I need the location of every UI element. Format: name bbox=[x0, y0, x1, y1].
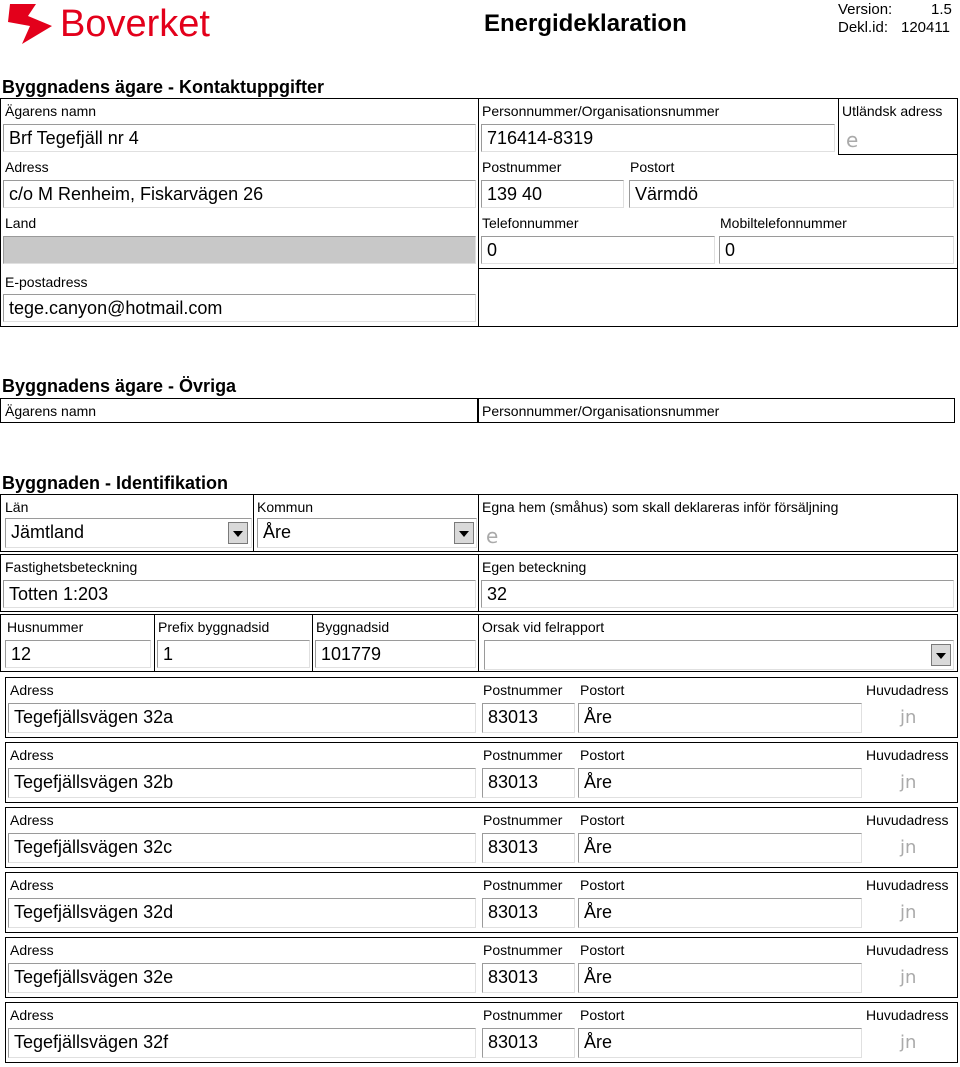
address-row-postort-label: Postort bbox=[580, 1007, 625, 1023]
page-title: Energideklaration bbox=[484, 10, 687, 37]
address-row-postnr-label: Postnummer bbox=[483, 877, 563, 893]
phone-field[interactable]: 0 bbox=[481, 236, 715, 264]
husnr-label: Husnummer bbox=[7, 619, 84, 635]
owner-name-field[interactable]: Brf Tegefjäll nr 4 bbox=[3, 124, 476, 152]
address-row-postnr-label: Postnummer bbox=[483, 682, 563, 698]
kommun-dropdown-arrow-icon[interactable] bbox=[454, 522, 474, 544]
kommun-select[interactable]: Åre bbox=[257, 518, 477, 548]
address-row-postort-field[interactable]: Åre bbox=[578, 963, 862, 993]
address-row-postnr-label: Postnummer bbox=[483, 1007, 563, 1023]
land-label: Land bbox=[5, 215, 37, 231]
owner-other-heading: Byggnadens ägare - Övriga bbox=[2, 376, 237, 396]
divider bbox=[478, 98, 479, 327]
postnr-label: Postnummer bbox=[482, 159, 562, 175]
deklid-value: 120411 bbox=[901, 19, 950, 36]
postort-label: Postort bbox=[630, 159, 675, 175]
address-row-postnr-field[interactable]: 83013 bbox=[482, 898, 575, 928]
phone-label: Telefonnummer bbox=[482, 215, 579, 231]
address-row-postnr-field[interactable]: 83013 bbox=[482, 833, 575, 863]
address-row-postort-field[interactable]: Åre bbox=[578, 703, 862, 733]
address-row-postnr-label: Postnummer bbox=[483, 747, 563, 763]
address-row-postnr-field[interactable]: 83013 bbox=[482, 1028, 575, 1058]
owner-name-label: Ägarens namn bbox=[5, 103, 97, 119]
owner-contact-heading: Byggnadens ägare - Kontaktuppgifter bbox=[2, 77, 325, 97]
postnr-field[interactable]: 139 40 bbox=[481, 180, 624, 208]
main-address-radio-icon[interactable]: jn bbox=[900, 837, 917, 858]
egnahem-checkbox[interactable]: e bbox=[486, 524, 499, 548]
orsak-label: Orsak vid felrapport bbox=[482, 619, 605, 635]
owner-pnr-field[interactable]: 716414-8319 bbox=[481, 124, 835, 152]
address-row-postort-label: Postort bbox=[580, 942, 625, 958]
fastighet-label: Fastighetsbeteckning bbox=[5, 559, 138, 575]
address-row-postnr-label: Postnummer bbox=[483, 942, 563, 958]
address-row-field[interactable]: Tegefjällsvägen 32e bbox=[8, 963, 476, 993]
divider bbox=[838, 154, 958, 155]
prefix-field[interactable]: 1 bbox=[157, 640, 310, 668]
address-row-postort-label: Postort bbox=[580, 812, 625, 828]
address-label: Adress bbox=[5, 159, 49, 175]
main-address-radio-icon[interactable]: jn bbox=[900, 1032, 917, 1053]
orsak-dropdown-arrow-icon[interactable] bbox=[931, 644, 951, 666]
fastighet-field[interactable]: Totten 1:203 bbox=[3, 580, 476, 608]
address-row-field[interactable]: Tegefjällsvägen 32d bbox=[8, 898, 476, 928]
lan-label: Län bbox=[5, 499, 29, 515]
main-address-radio-icon[interactable]: jn bbox=[900, 967, 917, 988]
mobile-field[interactable]: 0 bbox=[719, 236, 954, 264]
address-row-postnr-field[interactable]: 83013 bbox=[482, 703, 575, 733]
address-row-main-label: Huvudadress bbox=[866, 942, 949, 958]
address-row-field[interactable]: Tegefjällsvägen 32c bbox=[8, 833, 476, 863]
address-row-label: Adress bbox=[10, 682, 54, 698]
mobile-label: Mobiltelefonnummer bbox=[720, 215, 847, 231]
owner-pnr-label: Personnummer/Organisationsnummer bbox=[482, 103, 720, 119]
address-row-postort-label: Postort bbox=[580, 747, 625, 763]
address-row-main-label: Huvudadress bbox=[866, 812, 949, 828]
address-row-main-label: Huvudadress bbox=[866, 1007, 949, 1023]
foreign-address-checkbox[interactable]: e bbox=[846, 128, 859, 152]
address-row-label: Adress bbox=[10, 1007, 54, 1023]
address-row-field[interactable]: Tegefjällsvägen 32a bbox=[8, 703, 476, 733]
prefix-label: Prefix byggnadsid bbox=[158, 619, 270, 635]
byggid-label: Byggnadsid bbox=[316, 619, 390, 635]
other-owner-pnr-label: Personnummer/Organisationsnummer bbox=[482, 403, 720, 419]
logo-text: Boverket bbox=[60, 3, 210, 45]
address-row-field[interactable]: Tegefjällsvägen 32f bbox=[8, 1028, 476, 1058]
address-row-postnr-field[interactable]: 83013 bbox=[482, 963, 575, 993]
address-row-postort-field[interactable]: Åre bbox=[578, 1028, 862, 1058]
lan-dropdown-arrow-icon[interactable] bbox=[228, 522, 248, 544]
email-field[interactable]: tege.canyon@hotmail.com bbox=[3, 294, 476, 322]
address-row-label: Adress bbox=[10, 942, 54, 958]
address-row-postnr-field[interactable]: 83013 bbox=[482, 768, 575, 798]
divider bbox=[478, 268, 958, 269]
foreign-address-label: Utländsk adress bbox=[842, 103, 943, 119]
husnr-field[interactable]: 12 bbox=[5, 640, 151, 668]
address-row-postort-label: Postort bbox=[580, 682, 625, 698]
main-address-radio-icon[interactable]: jn bbox=[900, 902, 917, 923]
address-row-main-label: Huvudadress bbox=[866, 682, 949, 698]
address-row-postort-field[interactable]: Åre bbox=[578, 768, 862, 798]
address-field[interactable]: c/o M Renheim, Fiskarvägen 26 bbox=[3, 180, 476, 208]
version-value: 1.5 bbox=[931, 1, 952, 18]
main-address-radio-icon[interactable]: jn bbox=[900, 772, 917, 793]
address-row-main-label: Huvudadress bbox=[866, 747, 949, 763]
main-address-radio-icon[interactable]: jn bbox=[900, 707, 917, 728]
deklid-label: Dekl.id: bbox=[838, 19, 889, 36]
egen-label: Egen beteckning bbox=[482, 559, 587, 575]
address-row-label: Adress bbox=[10, 877, 54, 893]
egen-field[interactable]: 32 bbox=[481, 580, 954, 608]
address-row-postort-field[interactable]: Åre bbox=[578, 833, 862, 863]
version-label: Version: bbox=[838, 1, 893, 18]
byggid-field[interactable]: 101779 bbox=[315, 640, 476, 668]
other-owner-name-label: Ägarens namn bbox=[5, 403, 97, 419]
postort-field[interactable]: Värmdö bbox=[629, 180, 954, 208]
boverket-logo-icon bbox=[6, 0, 58, 46]
address-row-postort-field[interactable]: Åre bbox=[578, 898, 862, 928]
address-row-postort-label: Postort bbox=[580, 877, 625, 893]
land-field[interactable] bbox=[3, 236, 476, 264]
divider bbox=[838, 98, 839, 154]
address-row-main-label: Huvudadress bbox=[866, 877, 949, 893]
orsak-select[interactable] bbox=[484, 640, 954, 670]
lan-select[interactable]: Jämtland bbox=[5, 518, 252, 548]
kommun-label: Kommun bbox=[257, 499, 314, 515]
address-row-label: Adress bbox=[10, 812, 54, 828]
email-label: E-postadress bbox=[5, 274, 88, 290]
identification-heading: Byggnaden - Identifikation bbox=[2, 473, 229, 493]
address-row-postnr-label: Postnummer bbox=[483, 812, 563, 828]
address-row-field[interactable]: Tegefjällsvägen 32b bbox=[8, 768, 476, 798]
egnahem-label: Egna hem (småhus) som skall deklareras inför försäljning bbox=[482, 499, 839, 515]
address-row-label: Adress bbox=[10, 747, 54, 763]
